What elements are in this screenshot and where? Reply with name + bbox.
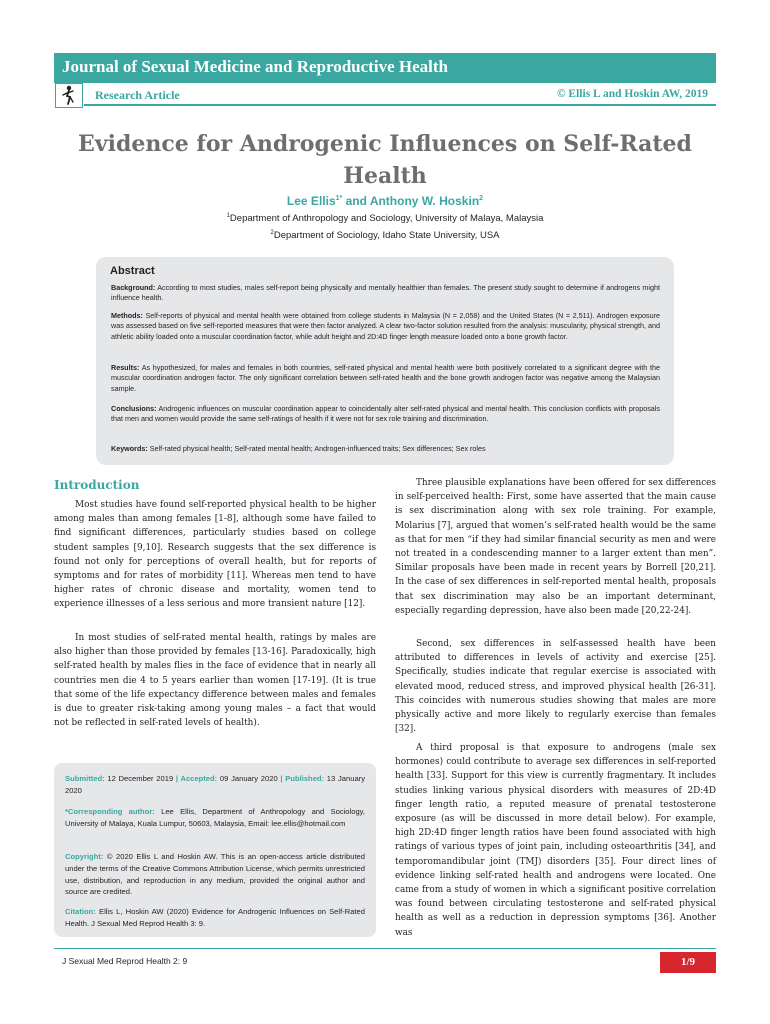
affiliation-1-sup: 1	[226, 213, 230, 219]
affiliation-1	[60, 213, 710, 224]
page-number-badge: 1/9	[660, 952, 716, 973]
abstract-conclusions-label: Conclusions:	[111, 404, 157, 413]
intro-paragraph-2	[54, 631, 376, 730]
published-label: Published:	[285, 774, 325, 783]
abstract-keywords	[111, 444, 660, 454]
right-paragraph-1-text: Three plausible explanations have been offered for sex differences in self-perceived health: First, some have asserted that the main cause is sex discrimination along with sex role training. For example, Molarius [7], argued that women’s self-rated health would be the same as that for men “if they had similar financial security as men and were not treated in a condescending manner to a larger extent than men”. Similar proposals have been made in recent years by Borrell [20,21]. In the case of sex differences in self-reported mental health, proposals that sex discrimination may also be an important determinant, especially regarding depression, have also been made [20,22-24].	[395, 478, 716, 616]
copyright-notice	[65, 851, 365, 898]
author-1-sup: 1*	[335, 195, 343, 202]
abstract-methods-label: Methods:	[111, 311, 143, 320]
footer-journal-ref: J Sexual Med Reprod Health 2: 9	[62, 956, 188, 966]
abstract-conclusions	[111, 404, 660, 425]
corresponding-label: *Corresponding author:	[65, 807, 155, 816]
published-date: 13 January 2020	[65, 774, 365, 795]
right-paragraph-1	[395, 476, 716, 618]
dates-line	[65, 773, 365, 797]
abstract-keywords-text: Self-rated physical health; Self-rated mental health; Androgen-influenced traits; Sex differences; Sex roles	[147, 444, 486, 453]
abstract-background-label: Background:	[111, 283, 156, 292]
abstract-conclusions-text: Androgenic influences on muscular coordination appear to coincidentally alter self-rated physical and mental health. This conclusion conflicts with proposals that men and women would provide the same self-ratings of health if it were not for sex role training and discrimination.	[111, 404, 660, 424]
abstract-background-text: According to most studies, males self-report being physically and mentally healthier than females. The present study sought to determine if androgens might influence health.	[111, 283, 660, 303]
citation	[65, 906, 365, 930]
accepted-date: 09 January 2020	[217, 774, 278, 783]
affiliation-2	[60, 230, 710, 241]
abstract-results-label: Results:	[111, 363, 140, 372]
abstract-keywords-label: Keywords:	[111, 444, 148, 453]
intro-paragraph-2-text: In most studies of self-rated mental health, ratings by males are also higher than those provided by females [13-16]. Paradoxically, high self-rated health by males flies in the face of evidence that in nearly all countries men die 4 to 5 years earlier than women [17-19]. (It is true that some of the life expectancy difference between males and females is due to greater risk-taking among young males – a fact that would not be reflected in self-rated levels of health).	[54, 633, 376, 729]
article-type: Research Article	[95, 88, 180, 102]
article-title-line-2: Health	[343, 163, 427, 189]
citation-text: Ellis L, Hoskin AW (2020) Evidence for Androgenic Influences on Self-Rated Health. J Sexual Med Reprod Health 3: 9.	[65, 907, 365, 928]
copyright-label: Copyright:	[65, 852, 104, 861]
copyright-text: © 2020 Ellis L and Hoskin AW. This is an open-access article distributed under the terms of the Creative Commons Attribution License, which permits unrestricted use, distribution, and reproduction in any medium, provided the original author and source are credited.	[65, 852, 365, 897]
journal-figure-logo-icon	[56, 84, 82, 107]
abstract-methods	[111, 311, 660, 342]
introduction-heading: Introduction	[54, 478, 140, 492]
abstract-results	[111, 363, 660, 394]
right-paragraph-2	[395, 637, 716, 736]
author-1: Lee Ellis	[286, 194, 336, 208]
header-copyright: © Ellis L and Hoskin AW, 2019	[556, 88, 708, 100]
dates-separator-2: |	[277, 774, 286, 783]
dates-separator-1: |	[173, 774, 181, 783]
intro-paragraph-1-text: Most studies have found self-reported physical health to be higher among males than among females [1-8], although some have failed to find significant differences, particularly studies based on college student samples [9,10]. Research suggests that the sex difference is found not only for perceptions of overall health, but for reports of symptoms and for rates of morbidity [11]. Whereas men tend to have higher rates of chronic disease and mortality, women tend to experience illnesses of a less serious and more transient nature [12].	[54, 500, 376, 610]
author-2: Anthony W. Hoskin	[369, 194, 480, 208]
author-join: and	[342, 194, 370, 208]
right-paragraph-3	[395, 741, 716, 940]
abstract-background	[111, 283, 660, 304]
abstract-methods-text: Self-reports of physical and mental health were obtained from college students in Malaysia (N = 2,058) and the United States (N = 2,511). Androgen exposure was assessed based on five self-reported measures that were then factor analyzed. A clear two-factor solution resulted from the analysis: muscularity, physical strength, and athletic ability loaded onto a muscular coordination factor, while adult height and 2D:4D finger length measure loaded onto a bone growth factor.	[111, 311, 660, 341]
affiliation-2-text: Department of Sociology, Idaho State University, USA	[273, 230, 500, 242]
corresponding-author	[65, 806, 365, 830]
right-paragraph-2-text: Second, sex differences in self-assessed health have been attributed to differences in levels of activity and exercise [25]. Specifically, studies indicate that regular exercise is associated with elevated mood, reduced stress, and improved physical health [26-31]. This coincides with numerous studies showing that males are more physically active and more likely to regularly exercise than females [32].	[395, 639, 716, 735]
accepted-label: Accepted:	[180, 774, 218, 783]
intro-paragraph-1	[54, 498, 376, 612]
submitted-label: Submitted:	[65, 774, 105, 783]
article-title-line-1: Evidence for Androgenic Influences on Self-Rated	[78, 131, 692, 157]
affiliation-1-text: Department of Anthropology and Sociology, University of Malaya, Malaysia	[229, 213, 544, 225]
citation-label: Citation:	[65, 907, 96, 916]
footer-divider	[54, 948, 716, 949]
right-paragraph-3-text: A third proposal is that exposure to androgens (male sex hormones) could contribute to average sex differences in self-reported health [33]. Support for this view is currently fragmentary. It includes studies linking various physical disorders with measures of 2D:4D finger length ratio, a reputed measure of prenatal testosterone exposure (as will be discussed in more detail below). For example, high 2D:4D finger length ratios have been found associated with high ratings of various types of joint pain, including osteoarthritis [34], and temporomandibular joint (TMJ) disorders [35]. Four direct lines of evidence linking self-rated health and androgens were located. One came from a study of women in which a significant positive correlation was found between circulating testosterone and self-rated physical health as well as a reduction in depression symptoms [36]. Another was	[395, 743, 716, 938]
submitted-date: 12 December 2019	[104, 774, 174, 783]
affiliation-2-sup: 2	[270, 230, 274, 236]
journal-title: Journal of Sexual Medicine and Reproductive Health	[62, 57, 448, 76]
corresponding-text: Lee Ellis, Department of Anthropology and Sociology, University of Malaya, Kuala Lumpur, 50603, Malaysia, Email: lee.ellis@hotmail.com	[65, 807, 366, 828]
journal-logo	[55, 83, 83, 108]
abstract-heading: Abstract	[110, 265, 155, 277]
abstract-results-text: As hypothesized, for males and females in both countries, self-rated physical and mental health were both positively correlated to a significant degree with the muscular coordination androgen factor. The only significant correlation between self-rated health and the bone growth androgen factor was negative among the Malaysian sample.	[111, 363, 660, 393]
author-2-sup: 2	[479, 195, 484, 202]
article-title	[60, 128, 710, 192]
authors	[60, 194, 710, 208]
